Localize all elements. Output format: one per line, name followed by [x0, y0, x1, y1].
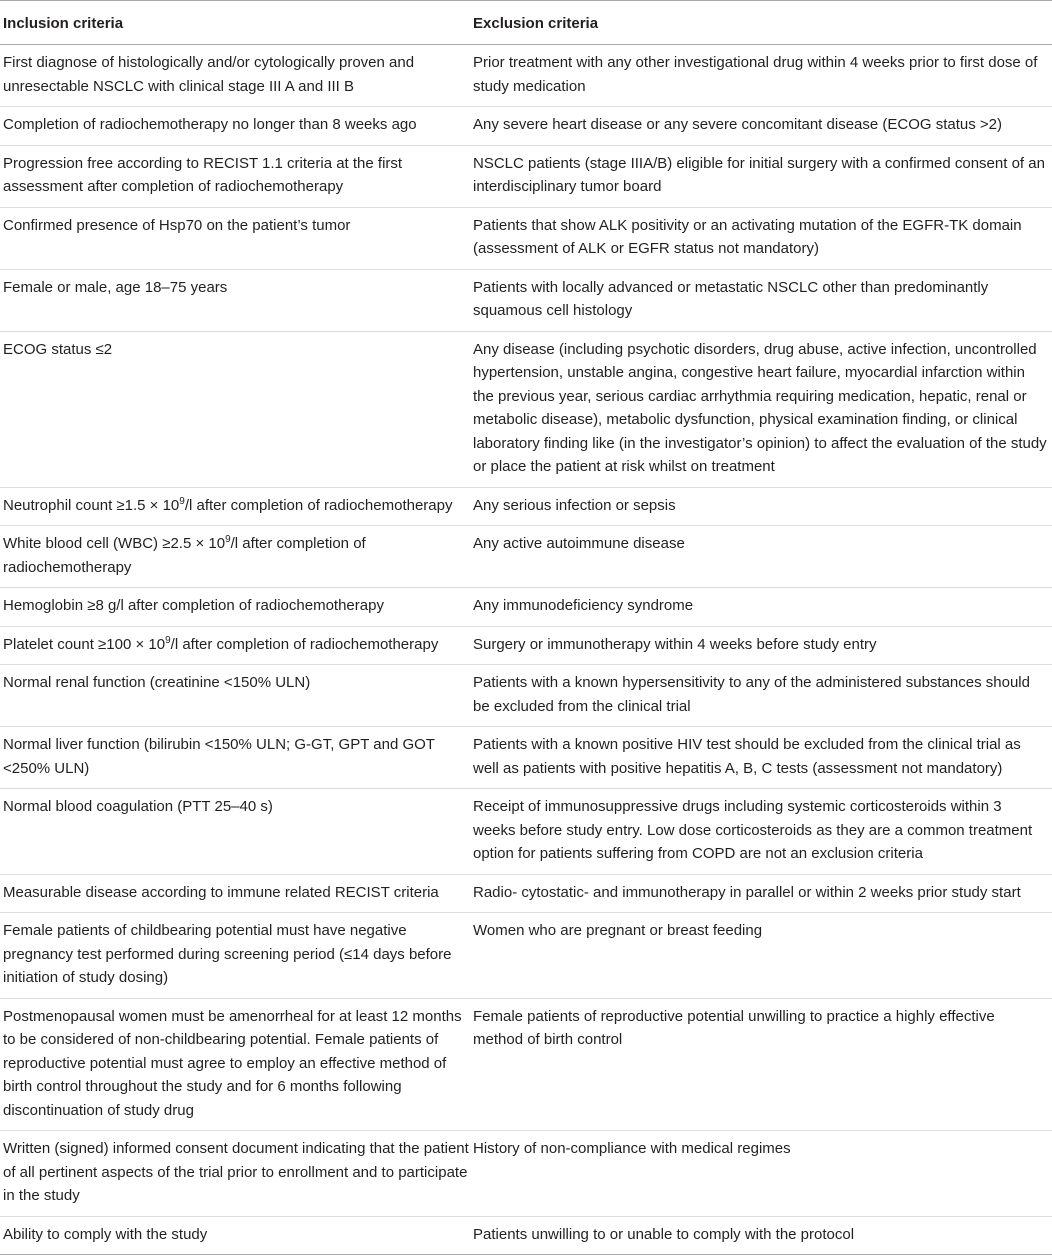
inclusion-text: Neutrophil count ≥1.5 × 10 [3, 496, 180, 514]
table-row [0, 588, 1052, 627]
inclusion-cell: Female or male, age 18–75 years [0, 269, 470, 331]
table-row [0, 45, 1052, 107]
table-row [0, 107, 1052, 146]
superscript-exponent: 9 [179, 495, 185, 507]
inclusion-text: /l after completion of radiochemotherapy [170, 635, 439, 653]
inclusion-cell: ECOG status ≤2 [0, 331, 470, 487]
inclusion-text: White blood cell (WBC) ≥2.5 × 10 [3, 535, 226, 552]
inclusion-cell: Ability to comply with the study [0, 1216, 470, 1255]
exclusion-cell: Prior treatment with any other investigational drug within 4 weeks prior to first dose of study medication [470, 45, 1052, 107]
inclusion-cell [0, 526, 470, 588]
exclusion-cell: Surgery or immunotherapy within 4 weeks before study entry [470, 626, 1052, 665]
exclusion-cell: History of non-compliance with medical regimes [470, 1131, 1052, 1217]
exclusion-cell: Female patients of reproductive potential unwilling to practice a highly effective method of birth control [470, 998, 1052, 1131]
inclusion-text: /l after completion of radiochemotherapy [184, 496, 453, 514]
exclusion-cell: Women who are pregnant or breast feeding [470, 913, 1052, 999]
inclusion-cell: Confirmed presence of Hsp70 on the patient’s tumor [0, 207, 470, 269]
exclusion-cell: Any disease (including psychotic disorders, drug abuse, active infection, uncontrolled hypertension, unstable angina, congestive heart failure, myocardial infarction within the previous year, serious cardiac arrhythmia requiring medication, hepatic, renal or metabolic disease), metabolic dysfunction, physical examination finding, or clinical laboratory finding like (in the investigator’s opinion) to affect the evaluation of the study or place the patient at risk whilst on treatment [470, 331, 1052, 487]
table-row [0, 789, 1052, 875]
table-row [0, 487, 1052, 526]
inclusion-text: Platelet count ≥100 × 10 [3, 635, 166, 653]
table-row [0, 626, 1052, 665]
inclusion-cell: Measurable disease according to immune related RECIST criteria [0, 874, 470, 913]
table-row [0, 1131, 1052, 1217]
exclusion-cell: NSCLC patients (stage IIIA/B) eligible for initial surgery with a confirmed consent of an interdisciplinary tumor board [470, 145, 1052, 207]
inclusion-cell [0, 487, 470, 526]
exclusion-cell: Any active autoimmune disease [470, 526, 1052, 588]
inclusion-cell: First diagnose of histologically and/or cytologically proven and unresectable NSCLC with clinical stage III A and III B [0, 45, 470, 107]
inclusion-cell: Normal blood coagulation (PTT 25–40 s) [0, 789, 470, 875]
exclusion-cell: Receipt of immunosuppressive drugs including systemic corticosteroids within 3 weeks before study entry. Low dose corticosteroids as they are a common treatment option for patients suffering from COPD are not an exclusion criteria [470, 789, 1052, 875]
table-row [0, 207, 1052, 269]
exclusion-cell: Patients with a known positive HIV test should be excluded from the clinical trial as well as patients with positive hepatitis A, B, C tests (assessment not mandatory) [470, 727, 1052, 789]
header-exclusion: Exclusion criteria [470, 1, 1052, 45]
table-row [0, 526, 1052, 588]
table-row [0, 998, 1052, 1131]
table-row [0, 727, 1052, 789]
inclusion-cell: Progression free according to RECIST 1.1 criteria at the first assessment after completion of radiochemotherapy [0, 145, 470, 207]
inclusion-cell: Hemoglobin ≥8 g/l after completion of radiochemotherapy [0, 588, 470, 627]
exclusion-cell: Any severe heart disease or any severe concomitant disease (ECOG status >2) [470, 107, 1052, 146]
table-row [0, 665, 1052, 727]
inclusion-cell: Female patients of childbearing potential must have negative pregnancy test performed during screening period (≤14 days before initiation of study dosing) [0, 913, 470, 999]
exclusion-cell: Any serious infection or sepsis [470, 487, 1052, 526]
table-header [0, 1, 1052, 45]
exclusion-cell: Radio- cytostatic- and immunotherapy in parallel or within 2 weeks prior study start [470, 874, 1052, 913]
header-row [0, 1, 1052, 45]
exclusion-cell: Patients that show ALK positivity or an activating mutation of the EGFR-TK domain (assessment of ALK or EGFR status not mandatory) [470, 207, 1052, 269]
table-row [0, 269, 1052, 331]
exclusion-cell: Patients with a known hypersensitivity to any of the administered substances should be excluded from the clinical trial [470, 665, 1052, 727]
exclusion-cell: Any immunodeficiency syndrome [470, 588, 1052, 627]
inclusion-cell: Written (signed) informed consent document indicating that the patient of all pertinent aspects of the trial prior to enrollment and to participate in the study [0, 1131, 470, 1217]
table-row [0, 145, 1052, 207]
superscript-exponent: 9 [225, 534, 231, 545]
inclusion-cell: Completion of radiochemotherapy no longer than 8 weeks ago [0, 107, 470, 146]
table-body [0, 45, 1052, 1255]
inclusion-cell: Normal liver function (bilirubin <150% ULN; G-GT, GPT and GOT <250% ULN) [0, 727, 470, 789]
table-row [0, 1216, 1052, 1255]
inclusion-cell: Postmenopausal women must be amenorrheal for at least 12 months to be considered of non-childbearing potential. Female patients of reproductive potential must agree to employ an effective method of birth control throughout the study and for 6 months following discontinuation of study drug [0, 998, 470, 1131]
table-row [0, 331, 1052, 487]
exclusion-cell: Patients unwilling to or unable to comply with the protocol [470, 1216, 1052, 1255]
inclusion-text: /l after completion of radiochemotherapy [3, 535, 366, 576]
inclusion-cell: Normal renal function (creatinine <150% ULN) [0, 665, 470, 727]
inclusion-cell [0, 626, 470, 665]
superscript-exponent: 9 [165, 634, 171, 646]
table-row [0, 913, 1052, 999]
exclusion-cell: Patients with locally advanced or metastatic NSCLC other than predominantly squamous cell histology [470, 269, 1052, 331]
header-inclusion: Inclusion criteria [0, 1, 470, 45]
table-row [0, 874, 1052, 913]
